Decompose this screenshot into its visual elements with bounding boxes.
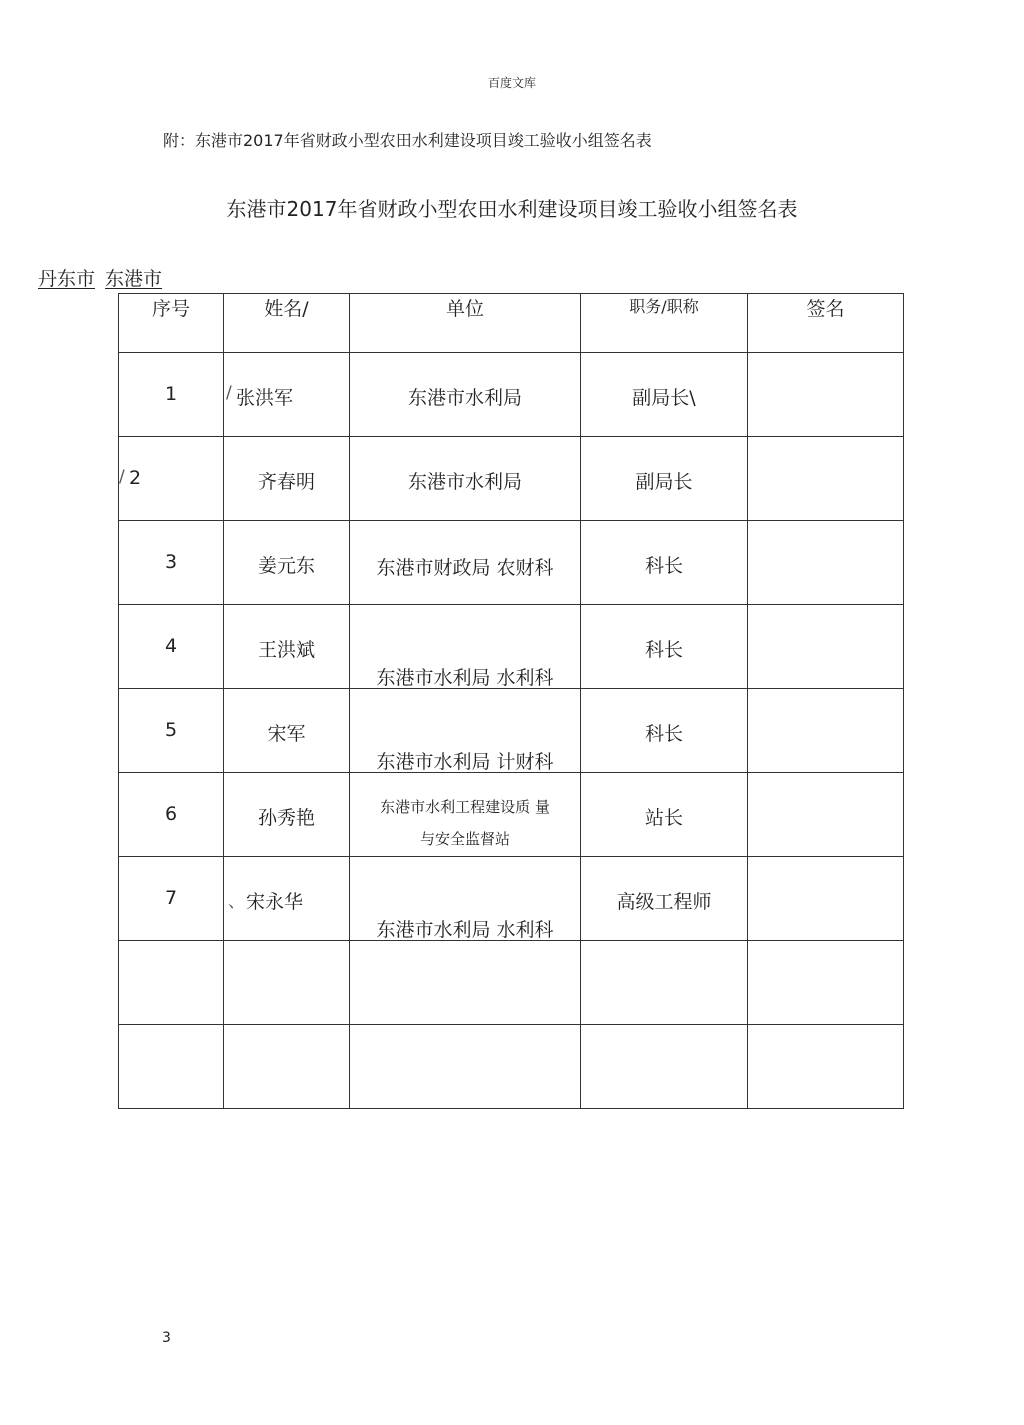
table-row [119, 605, 904, 689]
cell-signature[interactable] [748, 773, 904, 857]
cell-unit: 东港市水利局 水利科 [350, 857, 581, 941]
location-city: 丹东市 [38, 268, 96, 290]
cell-unit[interactable] [350, 1025, 581, 1109]
cell-name[interactable] [224, 941, 350, 1025]
cell-title: 高级工程师 [581, 857, 748, 941]
cell-name: 孙秀艳 [224, 773, 350, 857]
cell-unit: 东港市水利局 水利科 [350, 605, 581, 689]
document-title: 东港市2017年省财政小型农田水利建设项目竣工验收小组签名表 [226, 197, 798, 221]
cell-name: 王洪斌 [224, 605, 350, 689]
cell-no: 5 [119, 689, 224, 773]
cell-title: 副局长 [581, 437, 748, 521]
table-row-empty [119, 941, 904, 1025]
cell-title[interactable] [581, 1025, 748, 1109]
cell-name: / 张洪军 [224, 353, 350, 437]
cell-no: 6 [119, 773, 224, 857]
header-signature: 签名 [748, 294, 904, 353]
table-row [119, 689, 904, 773]
cell-no: 1 [119, 353, 224, 437]
annex-line: 附：东港市2017年省财政小型农田水利建设项目竣工验收小组签名表 [163, 131, 652, 150]
signature-table [118, 293, 904, 1109]
cell-unit [350, 773, 581, 857]
location-line [38, 264, 162, 291]
cell-no: / 2 [119, 437, 224, 521]
header-unit: 单位 [350, 294, 581, 353]
page-number: 3 [162, 1330, 171, 1346]
cell-signature[interactable] [748, 521, 904, 605]
cell-unit: 东港市水利局 [350, 353, 581, 437]
cell-title: 科长 [581, 689, 748, 773]
cell-title: 站长 [581, 773, 748, 857]
cell-signature[interactable] [748, 605, 904, 689]
cell-unit: 东港市财政局 农财科 [350, 521, 581, 605]
cell-signature[interactable] [748, 1025, 904, 1109]
table-row [119, 353, 904, 437]
cell-name[interactable] [224, 1025, 350, 1109]
page-header: 百度文库 [487, 76, 536, 90]
cell-name: 、 宋永华 [224, 857, 350, 941]
unit-line-1: 东港市水利工程建设质 量 [380, 798, 550, 816]
cell-no: 3 [119, 521, 224, 605]
cell-unit: 东港市水利局 计财科 [350, 689, 581, 773]
header-title: 职务/职称 [581, 294, 748, 353]
cell-no: 4 [119, 605, 224, 689]
stray-mark: / [226, 383, 232, 403]
cell-unit[interactable] [350, 941, 581, 1025]
table-row [119, 773, 904, 857]
table-row-empty [119, 1025, 904, 1109]
cell-name: 姜元东 [224, 521, 350, 605]
cell-title[interactable] [581, 941, 748, 1025]
stray-mark: / [119, 467, 125, 487]
cell-signature[interactable] [748, 689, 904, 773]
cell-title: 科长 [581, 521, 748, 605]
cell-signature[interactable] [748, 353, 904, 437]
cell-no[interactable] [119, 941, 224, 1025]
header-name: 姓名/ [224, 294, 350, 353]
cell-no: 7 [119, 857, 224, 941]
table-row [119, 437, 904, 521]
stray-mark: 、 [228, 892, 245, 912]
cell-signature[interactable] [748, 437, 904, 521]
cell-title: 科长 [581, 605, 748, 689]
header-no: 序号 [119, 294, 224, 353]
cell-name: 宋军 [224, 689, 350, 773]
cell-signature[interactable] [748, 941, 904, 1025]
location-county: 东港市 [105, 268, 163, 290]
unit-line-2: 与安全监督站 [419, 830, 510, 848]
cell-no[interactable] [119, 1025, 224, 1109]
cell-title: 副局长\ [581, 353, 748, 437]
table-row [119, 857, 904, 941]
cell-name: 齐春明 [224, 437, 350, 521]
table-row [119, 521, 904, 605]
cell-unit: 东港市水利局 [350, 437, 581, 521]
table-header-row [119, 294, 904, 353]
cell-signature[interactable] [748, 857, 904, 941]
